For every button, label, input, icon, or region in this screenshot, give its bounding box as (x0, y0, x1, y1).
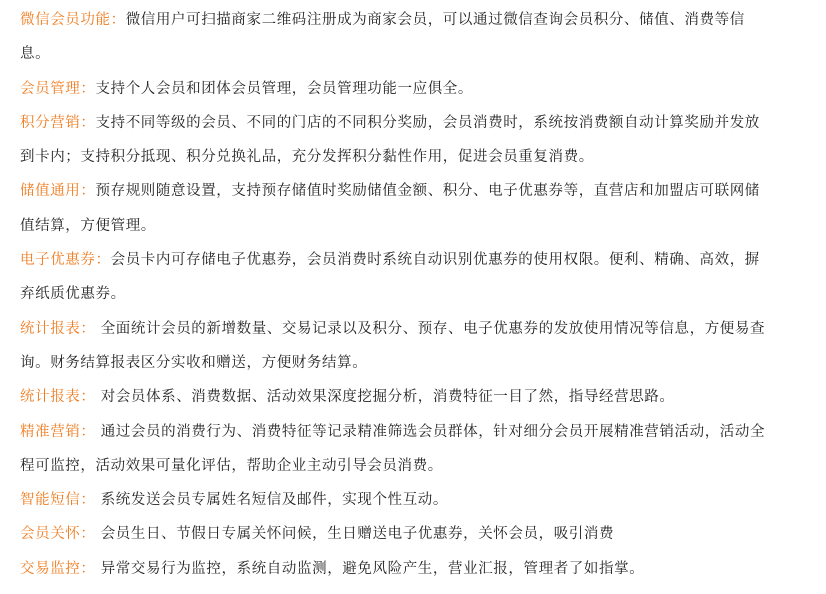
feature-label: 交易监控： (20, 560, 96, 577)
feature-item (20, 415, 820, 484)
feature-text: 会员生日、节假日专属关怀问候，生日赠送电子优惠券，关怀会员，吸引消费 (95, 526, 615, 543)
feature-label: 储值通用： (20, 183, 96, 200)
feature-text: 异常交易行为监控，系统自动监测，避免风险产生，营业汇报，管理者了如指掌。 (95, 560, 645, 577)
feature-line (20, 277, 820, 311)
feature-label: 微信会员功能： (20, 12, 126, 28)
feature-item (20, 483, 820, 517)
feature-line (20, 312, 820, 346)
feature-item (20, 72, 820, 106)
feature-label: 精准营销： (20, 423, 96, 440)
feature-line (20, 209, 820, 243)
feature-text: 息。 (20, 46, 51, 63)
feature-item (20, 380, 820, 414)
feature-item (20, 174, 820, 243)
feature-line (20, 37, 820, 71)
feature-label: 会员关怀： (20, 526, 96, 543)
feature-text: 预存规则随意设置，支持预存储值时奖励储值金额、积分、电子优惠券等，直营店和加盟店可联网储 (95, 183, 760, 200)
feature-text: 询。财务结算报表区分实收和赠送，方便财务结算。 (20, 354, 368, 371)
feature-text: 微信用户可扫描商家二维码注册成为商家会员，可以通过微信查询会员积分、储值、消费等信 (125, 12, 745, 28)
feature-text: 程可监控，活动效果可量化评估，帮助企业主动引导会员消费。 (20, 457, 443, 474)
feature-line (20, 140, 820, 174)
feature-line (20, 483, 820, 517)
feature-line (20, 243, 820, 277)
feature-label: 统计报表： (20, 389, 96, 406)
feature-item (20, 106, 820, 175)
feature-line (20, 415, 820, 449)
feature-line (20, 346, 820, 380)
feature-label: 会员管理： (20, 80, 96, 97)
feature-item (20, 312, 820, 381)
feature-text: 通过会员的消费行为、消费特征等记录精准筛选会员群体，针对细分会员开展精准营销活动，活动全 (95, 423, 766, 440)
feature-label: 统计报表： (20, 320, 96, 337)
feature-text: 到卡内；支持积分抵现、积分兑换礼品，充分发挥积分黏性作用，促进会员重复消费。 (20, 149, 594, 166)
feature-line (20, 517, 820, 551)
feature-item (20, 243, 820, 312)
feature-label: 智能短信： (20, 492, 96, 509)
feature-text: 系统发送会员专属姓名短信及邮件，实现个性互动。 (95, 492, 449, 509)
feature-text: 支持不同等级的会员、不同的门店的不同积分奖励，会员消费时，系统按消费额自动计算奖励并发放 (95, 114, 760, 131)
feature-item (20, 3, 820, 72)
feature-line (20, 3, 820, 37)
feature-item (20, 552, 820, 586)
feature-item (20, 517, 820, 551)
feature-line (20, 380, 820, 414)
feature-line (20, 174, 820, 208)
feature-label: 积分营销： (20, 114, 96, 131)
feature-text: 全面统计会员的新增数量、交易记录以及积分、预存、电子优惠券的发放使用情况等信息，方便易查 (95, 320, 766, 337)
feature-text: 支持个人会员和团体会员管理，会员管理功能一应俱全。 (95, 80, 473, 97)
feature-text: 会员卡内可存储电子优惠券，会员消费时系统自动识别优惠券的使用权限。便利、精确、高效，摒 (110, 252, 760, 269)
feature-text: 值结算，方便管理。 (20, 217, 156, 234)
feature-line (20, 552, 820, 586)
feature-label: 电子优惠券： (20, 252, 111, 269)
feature-line (20, 106, 820, 140)
feature-line (20, 72, 820, 106)
feature-text: 对会员体系、消费数据、活动效果深度挖掘分析，消费特征一目了然，指导经营思路。 (95, 389, 675, 406)
feature-line (20, 449, 820, 483)
feature-text: 弃纸质优惠券。 (20, 286, 126, 303)
